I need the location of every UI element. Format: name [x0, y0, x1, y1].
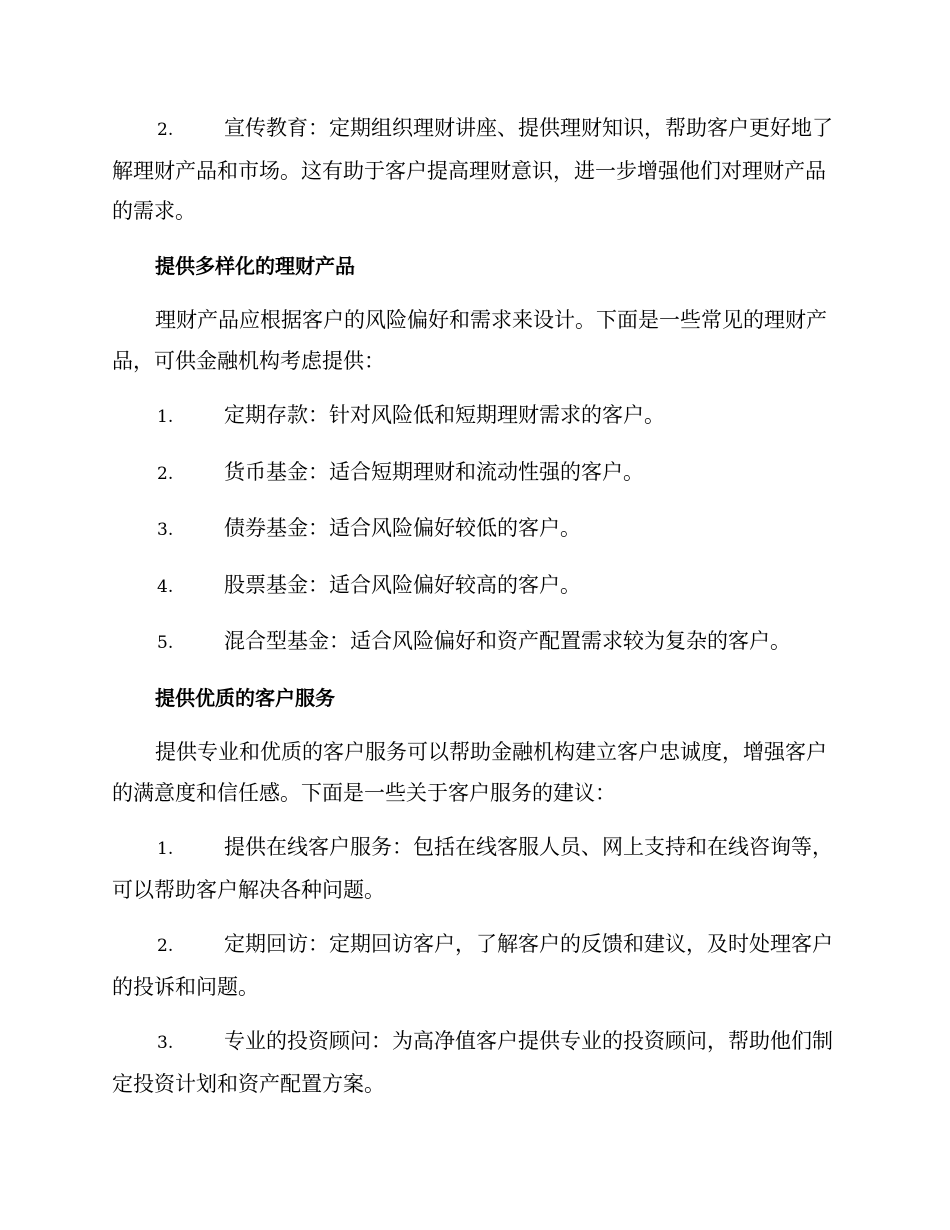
document-body — [112, 108, 834, 1104]
products-intro-paragraph: 理财产品应根据客户的风险偏好和需求来设计。下面是一些常见的理财产品，可供金融机构考虑提供： — [112, 308, 827, 373]
section-heading-service: 提供优质的客户服务 — [155, 685, 335, 710]
section-heading-products: 提供多样化的理财产品 — [155, 253, 355, 278]
list-text: 定期存款：针对风险低和短期理财需求的客户。 — [224, 403, 665, 427]
list-item-online-service — [112, 827, 834, 910]
list-number: 3. — [157, 520, 174, 540]
list-text: 股票基金：适合风险偏好较高的客户。 — [224, 572, 581, 597]
list-text: 定期回访：定期回访客户，了解客户的反馈和建议，及时处理客户的投诉和问题。 — [112, 932, 833, 999]
list-item-return-visit — [112, 924, 834, 1007]
list-item-investment-advisor — [112, 1021, 834, 1104]
list-item-hybrid-fund — [112, 621, 834, 664]
service-intro-paragraph: 提供专业和优质的客户服务可以帮助金融机构建立客户忠诚度，增强客户的满意度和信任感。下面是一些关于客户服务的建议： — [112, 740, 827, 805]
list-text: 混合型基金：适合风险偏好和资产配置需求较为复杂的客户。 — [224, 629, 791, 653]
list-number: 5. — [157, 633, 174, 653]
list-number: 1. — [157, 407, 174, 427]
list-number: 2. — [157, 120, 174, 140]
list-item-stock-fund — [112, 565, 834, 608]
list-number: 1. — [157, 839, 174, 859]
list-number: 4. — [157, 576, 174, 597]
list-item-money-fund — [112, 452, 834, 495]
list-text: 宣传教育：定期组织理财讲座、提供理财知识，帮助客户更好地了解理财产品和市场。这有助于客户提高理财意识，进一步增强他们对理财产品的需求。 — [112, 116, 833, 223]
list-text: 专业的投资顾问：为高净值客户提供专业的投资顾问，帮助他们制定投资计划和资产配置方案。 — [112, 1029, 833, 1096]
list-text: 债券基金：适合风险偏好较低的客户。 — [224, 516, 581, 540]
list-item-bond-fund — [112, 508, 834, 551]
list-item-promo-education — [112, 108, 834, 232]
list-number: 2. — [157, 936, 174, 956]
list-text: 货币基金：适合短期理财和流动性强的客户。 — [224, 459, 644, 484]
list-text: 提供在线客户服务：包括在线客服人员、网上支持和在线咨询等，可以帮助客户解决各种问题。 — [112, 835, 833, 902]
list-number: 3. — [157, 1033, 174, 1053]
list-item-fixed-deposit — [112, 395, 834, 438]
list-number: 2. — [157, 463, 174, 484]
